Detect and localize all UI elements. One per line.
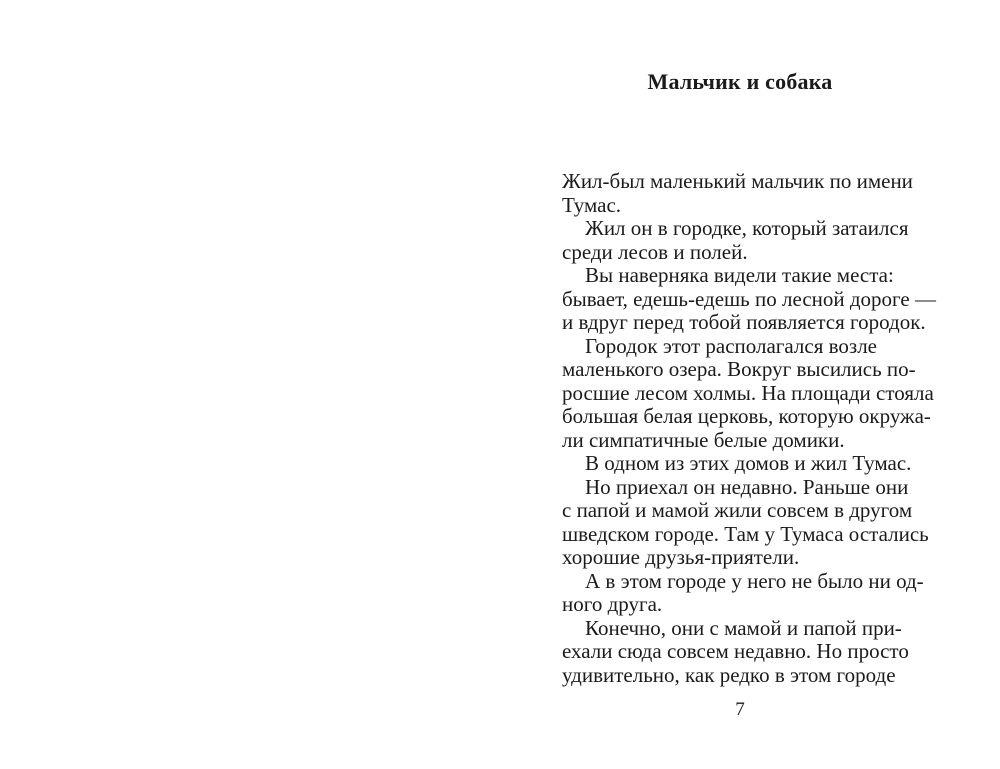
text-line: удивительно, как редко в этом городе [562,662,896,687]
text-line: Вы наверняка видели такие места: [585,263,894,287]
text-line: В одном из этих домов и жил Тумас. [585,451,912,475]
paragraph [562,333,934,453]
text-line: маленького озера. Вокруг высились по- [562,357,916,381]
text-line: большая белая церковь, которую окружа- [562,404,931,428]
text-line: с папой и мамой жили совсем в другом [562,498,913,522]
text-line: А в этом городе у него не было ни од- [585,568,924,593]
paragraph [562,452,918,476]
text-line: Городок этот располагался возле [585,333,877,358]
text-line: ехали сюда совсем недавно. Но просто [562,639,909,663]
text-line: ного друга. [562,592,663,616]
text-line: ли симпатичные белые домики. [562,427,845,452]
page-number: 7 [735,699,745,720]
text-line: Конечно, они с мамой и папой при- [585,615,902,640]
paragraph [562,263,936,335]
text-line: Жил он в городке, который затаился [585,216,909,240]
paragraph [562,617,918,688]
text-line: шведском городе. Там у Тумаса остались [562,521,929,546]
chapter-title: Мальчик и собака [647,69,833,94]
paragraph [562,217,918,264]
text-line: Жил-был маленький мальчик по имени [562,169,913,193]
text-line: и вдруг перед тобой появляется городок. [562,310,926,334]
text-line: Но приехал он недавно. Раньше они [585,474,909,499]
paragraph [562,170,918,217]
page-text [562,169,936,687]
text-line: хорошие друзья-приятели. [562,545,800,569]
text-line: росшие лесом холмы. На площади стояла [562,380,934,405]
text-line: среди лесов и полей. [562,239,748,264]
text-line: бывает, едешь-едешь по лесной дороге — [562,286,936,311]
paragraph [562,568,924,617]
paragraph [562,474,929,570]
text-line: Тумас. [562,192,622,217]
